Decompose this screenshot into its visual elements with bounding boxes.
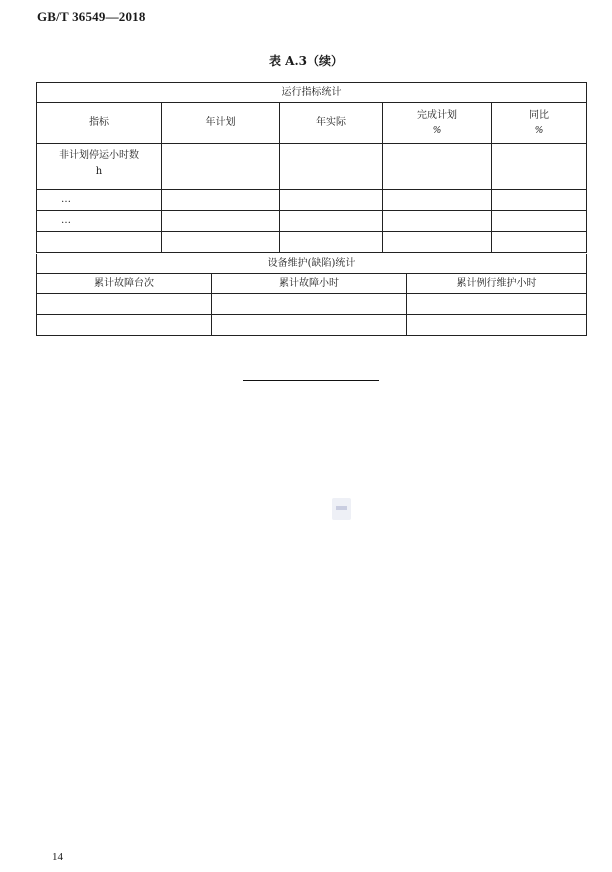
row-unit: h [95,166,103,177]
table-cell [383,211,492,232]
column-header-annual-actual [280,103,383,144]
table-cell [37,294,212,315]
table-cell [280,232,383,253]
column-header-label: 指标 [89,117,109,128]
table-cell [280,190,383,211]
section-maintenance-statistics-title: 设备维护(缺陷)统计 [37,254,587,274]
column-header-cumulative-maintenance-hours: 累计例行维护小时 [407,274,587,294]
row-label [37,232,162,253]
table-cell [383,144,492,190]
table-cell [212,294,407,315]
table-cell [492,211,587,232]
row-label-cell [37,144,162,190]
table-cell [280,211,383,232]
page-number: 14 [52,851,63,863]
column-header-cumulative-fault-count: 累计故障台次 [37,274,212,294]
column-header-cumulative-fault-hours: 累计故障小时 [212,274,407,294]
column-header-label: 年实际 [316,117,346,128]
table-cell [383,190,492,211]
table-cell [162,190,280,211]
table-cell [162,232,280,253]
column-header-annual-plan [162,103,280,144]
table-row [37,294,587,315]
table-row [37,211,587,232]
column-header-plan-completion [383,103,492,144]
table-cell [492,232,587,253]
table-cell [37,315,212,336]
table-cell [407,315,587,336]
end-of-table-rule [243,380,379,381]
table-cell [162,211,280,232]
table-row [37,232,587,253]
column-header-label: 年计划 [205,117,236,128]
column-header-unit: % [534,125,544,136]
table-row [37,190,587,211]
table-row [37,144,587,190]
column-header-label: 完成计划 [417,109,457,121]
table-title: 表 A.3（续） [268,54,344,68]
operation-indicator-table [36,82,587,253]
row-label: … [37,190,162,211]
column-header-year-on-year [492,103,587,144]
table-cell [492,144,587,190]
table-cell [407,294,587,315]
table-cell [162,144,280,190]
column-header-indicator [37,103,162,144]
standard-code: GB/T 36549—2018 [37,9,146,24]
table-cell [383,232,492,253]
column-header-label: 同比 [529,109,550,121]
table-cell [492,190,587,211]
section-operation-statistics-title: 运行指标统计 [37,83,587,103]
table-row [37,315,587,336]
row-label: … [37,211,162,232]
row-label: 非计划停运小时数 [59,150,139,161]
maintenance-defect-table [36,254,587,336]
column-header-unit: % [432,125,442,136]
table-cell [212,315,407,336]
watermark-icon [332,498,351,520]
table-cell [280,144,383,190]
